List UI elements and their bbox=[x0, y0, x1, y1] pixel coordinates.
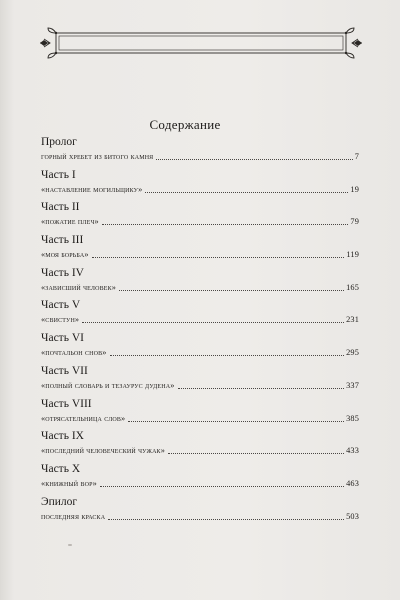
chapter-title: «пожатие плеч» bbox=[41, 217, 99, 227]
chapter-line bbox=[41, 510, 359, 522]
toc-entry[interactable] bbox=[41, 168, 359, 201]
dot-leader bbox=[92, 257, 345, 258]
table-of-contents bbox=[41, 135, 359, 527]
page-number: 385 bbox=[346, 413, 359, 423]
part-label: Часть VI bbox=[41, 332, 84, 345]
page-number: 337 bbox=[346, 380, 359, 390]
part-label: Часть I bbox=[41, 168, 76, 181]
toc-entry[interactable] bbox=[41, 495, 359, 528]
part-label: Часть IX bbox=[41, 430, 84, 443]
part-label: Пролог bbox=[41, 136, 77, 148]
page-number: 231 bbox=[346, 315, 359, 325]
dot-leader bbox=[119, 290, 344, 291]
toc-entry[interactable] bbox=[41, 331, 359, 364]
toc-entry[interactable] bbox=[41, 135, 359, 168]
part-label: Часть IV bbox=[41, 266, 84, 279]
chapter-line bbox=[41, 379, 359, 391]
dot-leader bbox=[100, 486, 344, 487]
chapter-title: «почтальон снов» bbox=[41, 348, 107, 358]
chapter-title: «свистун» bbox=[41, 315, 80, 325]
dot-leader bbox=[156, 159, 352, 160]
toc-entry[interactable] bbox=[41, 364, 359, 397]
page-number: 79 bbox=[350, 217, 359, 227]
page-number: 463 bbox=[346, 478, 359, 488]
chapter-line bbox=[41, 313, 359, 325]
toc-entry[interactable] bbox=[41, 462, 359, 495]
dot-leader bbox=[108, 519, 344, 520]
chapter-title: «книжный вор» bbox=[41, 478, 97, 488]
part-label: Часть VIII bbox=[41, 397, 92, 410]
part-label: Часть II bbox=[41, 201, 80, 214]
chapter-line bbox=[41, 248, 359, 260]
part-label: Часть X bbox=[41, 462, 81, 475]
dot-leader bbox=[128, 421, 344, 422]
chapter-line bbox=[41, 183, 359, 195]
chapter-line bbox=[41, 412, 359, 424]
page-number: 295 bbox=[346, 348, 359, 358]
chapter-title: «полный словарь и тезаурус дудена» bbox=[41, 380, 175, 390]
part-label: Часть VII bbox=[41, 364, 88, 377]
chapter-title: «зависший человек» bbox=[41, 282, 117, 292]
dot-leader bbox=[82, 322, 344, 323]
chapter-line bbox=[41, 281, 359, 293]
dot-leader bbox=[178, 388, 345, 389]
dot-leader bbox=[168, 453, 344, 454]
page-number: 165 bbox=[346, 282, 359, 292]
chapter-line bbox=[41, 150, 359, 162]
toc-entry[interactable] bbox=[41, 298, 359, 331]
page-number: 7 bbox=[354, 152, 359, 161]
dot-leader bbox=[145, 192, 348, 193]
page-number: 433 bbox=[346, 446, 359, 456]
chapter-line bbox=[41, 477, 359, 489]
dot-leader bbox=[102, 224, 349, 225]
chapter-title: горный хребет из битого камня bbox=[41, 152, 154, 161]
chapter-line bbox=[41, 215, 359, 227]
part-label: Эпилог bbox=[41, 495, 78, 508]
page-number: 19 bbox=[350, 184, 359, 194]
chapter-title: последняя краска bbox=[41, 511, 106, 521]
toc-heading: Содержание bbox=[149, 117, 221, 132]
toc-entry[interactable] bbox=[41, 233, 359, 266]
chapter-title: «наставление могильщику» bbox=[41, 184, 143, 194]
chapter-line bbox=[41, 346, 359, 358]
toc-entry[interactable] bbox=[41, 429, 359, 462]
page-number: 119 bbox=[346, 250, 359, 260]
chapter-title: «последний человеческий чужак» bbox=[41, 446, 166, 456]
dot-leader bbox=[110, 355, 345, 356]
chapter-title: «отрясательница слов» bbox=[41, 413, 126, 423]
toc-entry[interactable] bbox=[41, 266, 359, 299]
part-label: Часть III bbox=[41, 234, 84, 247]
print-speck bbox=[68, 544, 72, 546]
chapter-line bbox=[41, 444, 359, 456]
chapter-title: «моя борьба» bbox=[41, 250, 89, 260]
toc-entry[interactable] bbox=[41, 397, 359, 430]
part-label: Часть V bbox=[41, 299, 81, 312]
ornamental-frame bbox=[36, 24, 366, 62]
page-number: 503 bbox=[346, 511, 359, 521]
toc-entry[interactable] bbox=[41, 200, 359, 233]
